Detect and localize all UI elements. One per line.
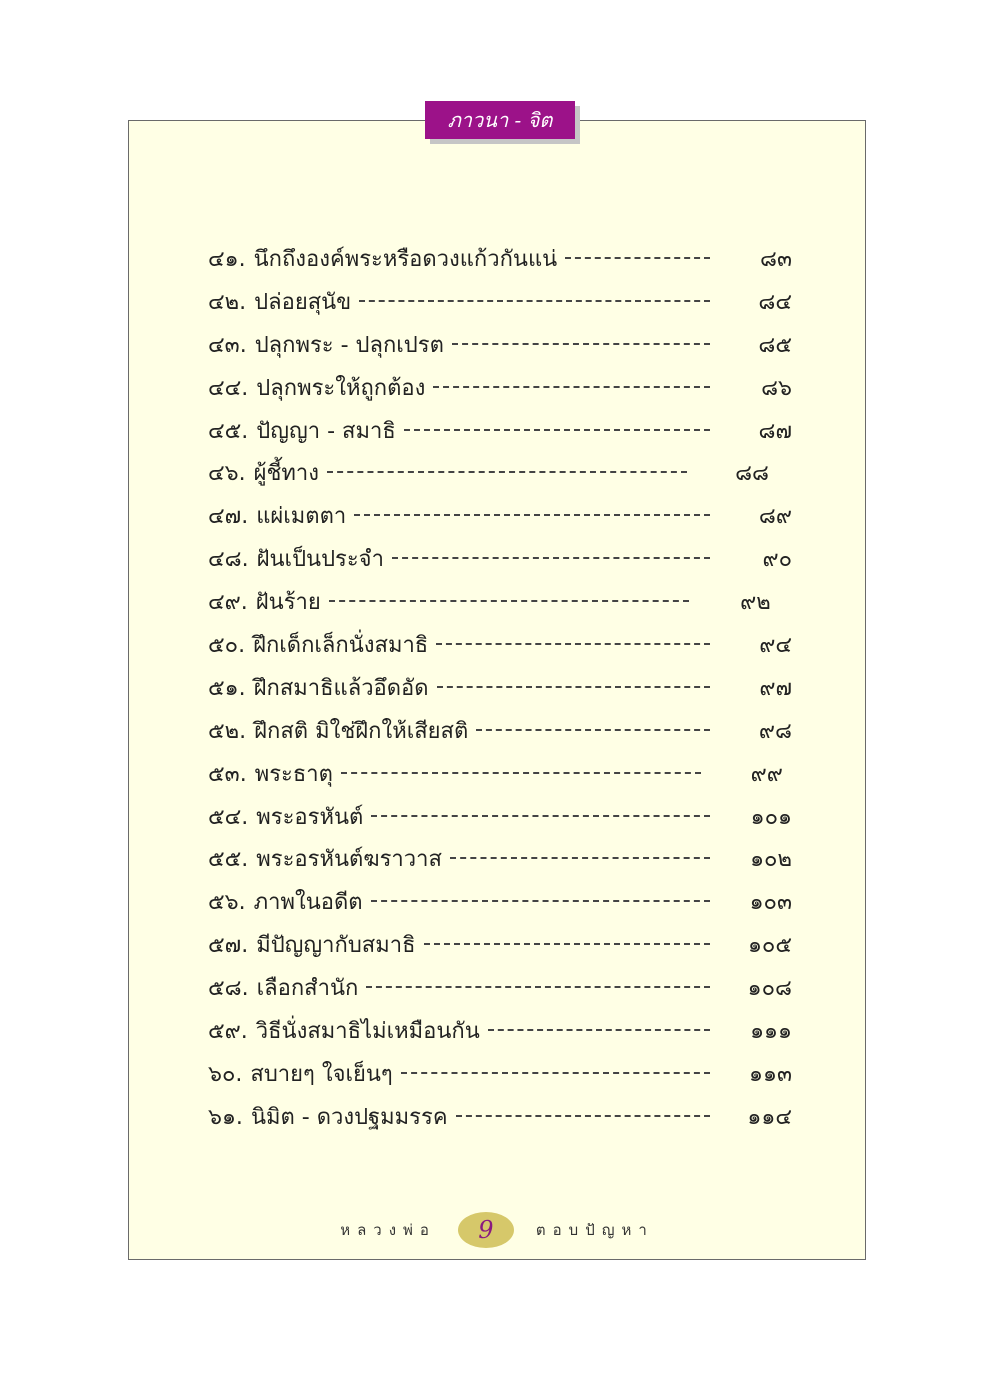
toc-entry-title: เลือกสำนัก	[256, 976, 359, 1002]
toc-entry-number: ๕๓.	[208, 761, 247, 787]
toc-entry-title: ผู้ชี้ทาง	[253, 461, 320, 487]
toc-entry-title: ปล่อยสุนัข	[254, 289, 352, 315]
toc-entry-page: ๘๙	[758, 504, 792, 530]
page-number: 9	[458, 1212, 514, 1248]
toc-entry-page: ๑๐๓	[749, 890, 792, 916]
toc-entry-page: ๘๖	[761, 375, 792, 401]
toc-entry	[208, 455, 792, 498]
toc-entry-title: พระอรหันต์ฆราวาส	[256, 847, 442, 873]
toc-entry-page: ๙๗	[759, 675, 792, 701]
toc-entry	[208, 884, 792, 927]
toc-entry-title: แผ่เมตตา	[256, 504, 347, 530]
toc-entry-title: ฝึกสมาธิแล้วอึดอัด	[253, 675, 429, 701]
toc-entry-number: ๕๗.	[208, 933, 249, 959]
toc-entry	[208, 799, 792, 842]
toc-dotted-leader	[452, 343, 710, 345]
toc-entry	[208, 541, 792, 584]
toc-entry	[208, 670, 792, 713]
toc-entry	[208, 284, 792, 327]
toc-entry-page: ๑๑๔	[747, 1104, 792, 1130]
toc-entry-number: ๖๐.	[208, 1061, 243, 1087]
toc-entry-page: ๘๗	[758, 418, 792, 444]
toc-entry-title: นิมิต - ดวงปฐมมรรค	[250, 1104, 448, 1130]
toc-dotted-leader	[424, 943, 711, 945]
toc-entry	[208, 498, 792, 541]
toc-dotted-leader	[401, 1072, 710, 1074]
toc-dotted-leader	[327, 471, 687, 473]
toc-entry-number: ๔๑.	[208, 247, 246, 272]
toc-entry-title: พระอรหันต์	[256, 804, 364, 830]
section-title-tab: ภาวนา - จิต	[425, 101, 575, 139]
toc-entry-number: ๕๘.	[208, 976, 249, 1002]
toc-entry-page: ๘๕	[758, 332, 792, 358]
toc-dotted-leader	[450, 857, 710, 859]
toc-entry-number: ๕๙.	[208, 1019, 248, 1045]
toc-entry-title: ภาพในอดีต	[253, 890, 363, 916]
toc-entry-number: ๕๕.	[208, 847, 249, 873]
toc-dotted-leader	[404, 429, 710, 431]
footer-right-text: ตอบปัญหา	[535, 1221, 654, 1239]
toc-entry-page: ๑๐๕	[747, 933, 792, 959]
toc-entry-number: ๕๖.	[208, 890, 246, 916]
toc-entry-page: ๙๐	[762, 547, 792, 573]
toc-entry	[208, 970, 792, 1013]
toc-entry-page: ๙๒	[740, 590, 771, 616]
toc-entry	[208, 1056, 792, 1099]
toc-entry-page: ๑๐๑	[750, 804, 792, 830]
toc-dotted-leader	[565, 257, 710, 259]
table-of-contents	[208, 241, 792, 1142]
toc-entry-title: วิธีนั่งสมาธิไม่เหมือนกัน	[255, 1019, 480, 1045]
toc-dotted-leader	[488, 1029, 710, 1031]
toc-entry	[208, 370, 792, 413]
toc-dotted-leader	[456, 1115, 710, 1117]
toc-entry-title: พระธาตุ	[254, 761, 333, 787]
toc-entry-title: ฝันเป็นประจำ	[256, 547, 384, 573]
toc-entry-page: ๙๔	[759, 633, 792, 659]
toc-entry-number: ๕๐.	[208, 633, 246, 659]
toc-dotted-leader	[359, 300, 710, 302]
toc-entry	[208, 327, 792, 370]
toc-entry-number: ๔๕.	[208, 418, 249, 444]
toc-dotted-leader	[476, 729, 710, 731]
toc-entry-page: ๙๘	[758, 718, 792, 744]
toc-dotted-leader	[371, 815, 710, 817]
toc-entry-number: ๔๒.	[208, 289, 247, 315]
toc-entry-page: ๑๐๒	[750, 847, 792, 873]
toc-entry	[208, 927, 792, 970]
toc-entry-number: ๕๒.	[208, 718, 247, 744]
toc-dotted-leader	[329, 600, 689, 602]
toc-entry-title: สบายๆ ใจเย็นๆ	[250, 1061, 393, 1087]
toc-dotted-leader	[436, 643, 710, 645]
page-footer	[128, 1212, 866, 1248]
toc-entry-number: ๔๔.	[208, 375, 249, 401]
toc-entry-page: ๙๙	[750, 761, 783, 787]
toc-dotted-leader	[433, 386, 710, 388]
toc-entry	[208, 241, 792, 284]
toc-entry-page: ๘๓	[759, 247, 792, 272]
toc-entry-number: ๔๓.	[208, 332, 247, 358]
toc-entry-title: ฝึกสติ มิใช่ฝึกให้เสียสติ	[254, 718, 469, 744]
footer-left-text: หลวงพ่อ	[340, 1221, 436, 1239]
toc-entry	[208, 1099, 792, 1142]
toc-entry-title: ฝันร้าย	[255, 590, 321, 616]
toc-entry	[208, 713, 792, 756]
toc-entry-title: นึกถึงองค์พระหรือดวงแก้วกันแน่	[253, 247, 558, 272]
toc-entry-title: ปลุกพระ - ปลุกเปรต	[254, 332, 444, 358]
toc-entry	[208, 841, 792, 884]
toc-entry-number: ๔๗.	[208, 504, 249, 530]
toc-entry	[208, 627, 792, 670]
toc-dotted-leader	[341, 772, 701, 774]
toc-entry-number: ๕๔.	[208, 804, 249, 830]
toc-entry-title: ฝึกเด็กเล็กนั่งสมาธิ	[253, 633, 429, 659]
toc-entry	[208, 1013, 792, 1056]
toc-entry-number: ๔๙.	[208, 590, 248, 616]
toc-entry-page: ๑๐๘	[747, 976, 792, 1002]
toc-dotted-leader	[354, 514, 710, 516]
toc-entry	[208, 584, 792, 627]
toc-entry-page: ๑๑๓	[749, 1061, 792, 1087]
toc-entry-title: ปัญญา - สมาธิ	[256, 418, 396, 444]
toc-entry-page: ๑๑๑	[750, 1019, 792, 1045]
toc-dotted-leader	[392, 557, 710, 559]
toc-entry-page: ๘๔	[758, 289, 792, 315]
toc-entry-title: ปลุกพระให้ถูกต้อง	[256, 375, 426, 401]
toc-entry	[208, 756, 792, 799]
toc-entry-number: ๔๘.	[208, 547, 249, 573]
toc-dotted-leader	[371, 900, 710, 902]
toc-dotted-leader	[437, 686, 710, 688]
toc-dotted-leader	[366, 986, 710, 988]
toc-entry	[208, 413, 792, 456]
toc-entry-title: มีปัญญากับสมาธิ	[256, 933, 416, 959]
toc-entry-number: ๔๖.	[208, 461, 246, 487]
toc-entry-page: ๘๘	[735, 461, 770, 487]
toc-entry-number: ๕๑.	[208, 675, 246, 701]
toc-entry-number: ๖๑.	[208, 1104, 243, 1130]
